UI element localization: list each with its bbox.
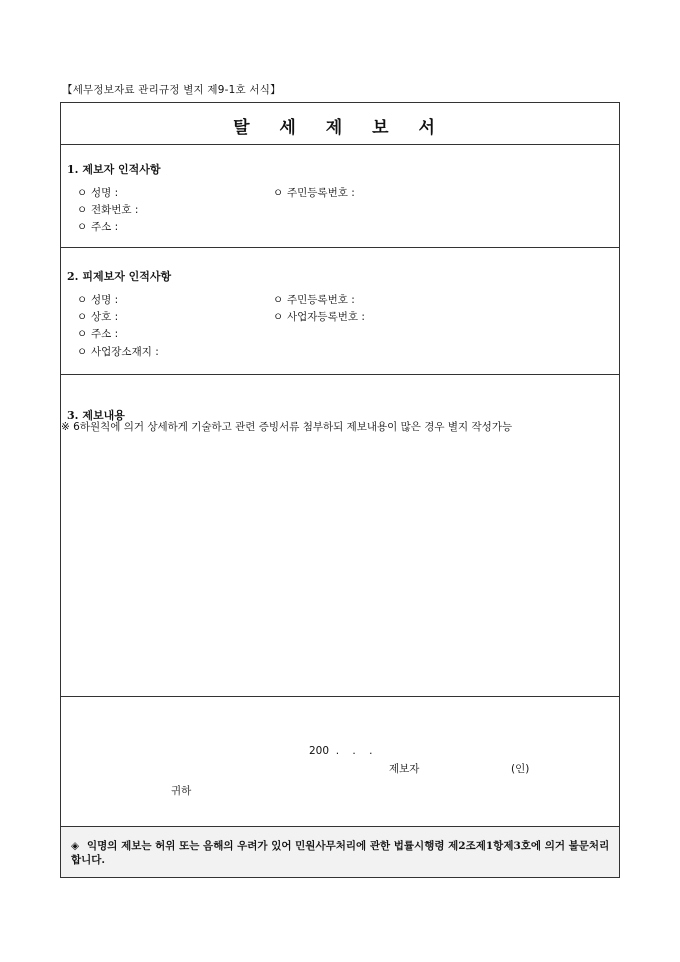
reported-address-field[interactable]: ㅇ 주소 : [77, 328, 119, 340]
reported-business-name-field[interactable]: ㅇ 상호 : [77, 311, 119, 323]
report-content-heading: 3. 제보내용 [67, 409, 125, 422]
circle-bullet-icon: ㅇ [77, 187, 88, 199]
circle-bullet-icon: ㅇ [77, 346, 88, 358]
reported-party-section [61, 248, 619, 375]
form-title: 탈 세 제 보 서 [233, 118, 447, 138]
anonymous-report-notice: ◈ 익명의 제보는 허위 또는 음해의 우려가 있어 민원사무처리에 관한 법률시행령 제2조제1항제3호에 의거 불문처리합니다. [71, 840, 610, 866]
reporter-name-field[interactable]: ㅇ 성명 : [77, 187, 119, 199]
circle-bullet-icon: ㅇ [77, 311, 88, 323]
title-row [61, 103, 619, 145]
circle-bullet-icon: ㅇ [273, 311, 284, 323]
circle-bullet-icon: ㅇ [77, 294, 88, 306]
reporter-section-heading: 1. 제보자 인적사항 [67, 163, 161, 176]
circle-bullet-icon: ㅇ [77, 204, 88, 216]
reporter-section [61, 145, 619, 248]
circle-bullet-icon: ㅇ [77, 328, 88, 340]
form-caption: 【세무정보자료 관리규정 별지 제9-1호 서식】 [62, 84, 281, 96]
circle-bullet-icon: ㅇ [273, 294, 284, 306]
report-content-section [61, 375, 619, 697]
reported-id-number-field[interactable]: ㅇ 주민등록번호 : [273, 294, 355, 306]
reporter-phone-field[interactable]: ㅇ 전화번호 : [77, 204, 139, 216]
reported-business-reg-number-field[interactable]: ㅇ 사업자등록번호 : [273, 311, 365, 323]
tax-report-form [60, 102, 620, 878]
reported-party-section-heading: 2. 피제보자 인적사항 [67, 270, 172, 283]
reporter-id-number-field[interactable]: ㅇ 주민등록번호 : [273, 187, 355, 199]
diamond-bullet-icon: ◈ [71, 840, 80, 852]
report-date: 200 . . . [309, 745, 373, 757]
recipient-label: 귀하 [171, 785, 192, 797]
seal-mark: (인) [511, 763, 530, 775]
reporter-address-field[interactable]: ㅇ 주소 : [77, 221, 119, 233]
report-content-area[interactable] [61, 455, 619, 696]
signature-section [61, 697, 619, 827]
reporter-label: 제보자 [389, 763, 420, 775]
circle-bullet-icon: ㅇ [273, 187, 284, 199]
reported-name-field[interactable]: ㅇ 성명 : [77, 294, 119, 306]
notice-row [61, 827, 619, 877]
circle-bullet-icon: ㅇ [77, 221, 88, 233]
reported-business-location-field[interactable]: ㅇ 사업장소재지 : [77, 346, 159, 358]
report-content-instruction: ※ 6하원칙에 의거 상세하게 기술하고 관련 증빙서류 첨부하되 제보내용이 많은 경우 별지 작성가능 [61, 421, 513, 433]
